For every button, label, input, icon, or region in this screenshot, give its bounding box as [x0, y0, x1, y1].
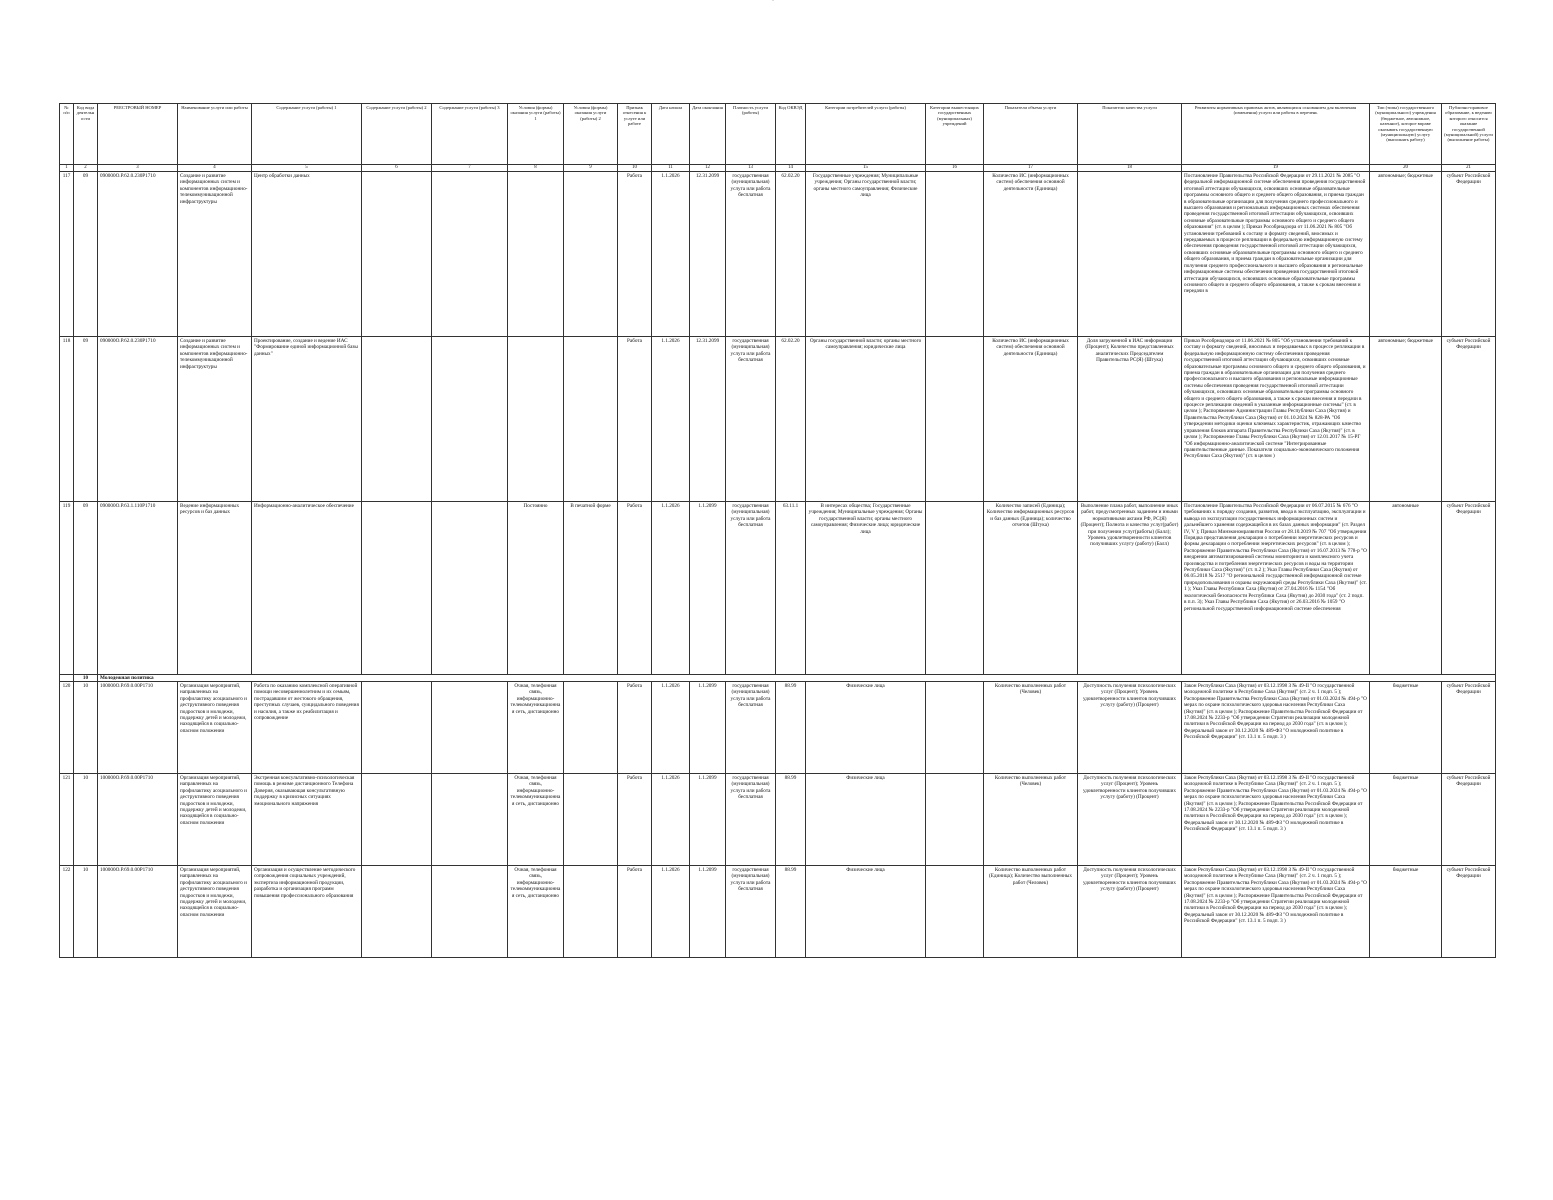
superior-categories: [926, 172, 984, 337]
service-form-2: [564, 866, 618, 958]
okved-code: 88.99: [776, 774, 806, 866]
service-name: Организация мероприятий, направленных на профилактику асоциального и деструктивного поведения подростков и молодежи, поддержку детей и молодежи, находящейся в социально-опасном положении: [178, 866, 252, 958]
start-date: 1.1.2026: [652, 172, 690, 337]
institution-type: бюджетные: [1370, 866, 1442, 958]
legal-acts: Закон Республики Саха (Якутия) от 03.12.1998 З № 49-II "О государственной молодежной политике в Республике Саха (Якутия)" (ст. 2 ч. 1 подп. 5 ); Распоряжение Правительства Республики Саха (Якутия) от 01.03.2024 № 494-р "О мерах по охране психологического здоровья населения Республики Саха (Якутия)" (ст. в целом ); Распоряжение Правительства Российской Федерации от 17.08.2024 № 2233-р "Об утверждении Стратегии реализации молодежной политики в Российской Федерации на период до 2030 года" (ст. в целом ); Федеральный закон от 30.12.2020 № 489-ФЗ "О молодежной политике в Российской Федерации" (ст. 13.1 п. 5 подп. 3 ): [1182, 866, 1370, 958]
service-content-3: [432, 774, 508, 866]
superior-categories: [926, 502, 984, 675]
column-number: 17: [984, 165, 1078, 172]
header-cell: Реквизиты нормативных правовых актов, являющихся основанием для включения (изменения) услуги или работы в перечень: [1182, 104, 1370, 165]
table-body-information: [60, 172, 1496, 675]
service-content-3: [432, 337, 508, 502]
header-row: [60, 104, 1496, 165]
service-form-1: Очная, телефонная связь, информационно-телекоммуникационная сеть, дистанционно: [508, 774, 564, 866]
service-form-1: [508, 172, 564, 337]
header-cell: Содержание услуги (работы) 3: [432, 104, 508, 165]
service-content-1: Экстренная консультативно-психологическая помощь в режиме дистанционного Телефона Доверия, оказывающая консультативную поддержку в кризисных ситуациях эмоционального напряжения: [252, 774, 362, 866]
service-content-2: [362, 337, 432, 502]
section-title: Молодежная политика: [98, 675, 1496, 682]
service-name: Организация мероприятий, направленных на профилактику асоциального и деструктивного поведения подростков и молодежи, поддержку детей и молодежи, находящейся в социально-опасном положении: [178, 774, 252, 866]
header-cell: Содержание услуги (работы) 1: [252, 104, 362, 165]
service-form-1: Постоянно: [508, 502, 564, 675]
service-form-2: [564, 172, 618, 337]
registry-number: 100000О.Р.69.0.00Р1710: [98, 866, 178, 958]
header-cell: № п/п: [60, 104, 74, 165]
column-number-row: [60, 165, 1496, 172]
column-number: 10: [618, 165, 652, 172]
legal-acts: Постановление Правительства Российской Федерации от 06.07.2015 № 676 "О требованиях к порядку создания, развития, ввода в эксплуатацию, эксплуатации и вывода из эксплуатации государственных информационных систем и дальнейшего хранения содержащейся в их базах данных информации" (ст. Раздел IV, V ); Приказ Минэкономразвития России от 28.10.2019 № 707 "Об утверждении Порядка представления декларации о потреблении энергетических ресурсов и формы декларации о потреблении энергетических ресурсов" (ст. в целом ); Распоряжение Правительства Республики Саха (Якутия) от 16.07.2013 № 778-р "О внедрении автоматизированной системы мониторинга и комплексного учета производства и потребления энергетических ресурсов и воды на территории Республики Саха (Якутия)" (ст. п.2 ); Указ Главы Республики Саха (Якутия) от 06.05.2018 № 2517 "О региональной государственной информационной системе природопользования и охраны окружающей среды Республики Саха (Якутия)" (ст. 1 ); Указ Главы Республики Саха (Якутия) от 27.04.2016 № 1154 "Об экологической безопасности Республики Саха (Якутия) до 2030 года" (ст. 2 подп. в п.п. 3); Указ Главы Республики Саха (Якутия) от 26.03.2016 № 1059 "О региональной государственной информационной системе обеспечения: [1182, 502, 1370, 675]
column-number: 4: [178, 165, 252, 172]
table-row: [60, 337, 1496, 502]
service-name: Создание и развитие информационных систем и компонентов информационно-телекоммуникационной инфраструктуры: [178, 172, 252, 337]
legal-acts: Закон Республики Саха (Якутия) от 03.12.1998 З № 49-II "О государственной молодежной политике в Республике Саха (Якутия)" (ст. 2 ч. 1 подп. 5 ); Распоряжение Правительства Республики Саха (Якутия) от 01.03.2024 № 494-р "О мерах по охране психологического здоровья населения Республики Саха (Якутия)" (ст. в целом ); Распоряжение Правительства Российской Федерации от 17.08.2024 № 2233-р "Об утверждении Стратегии реализации молодежной политики в Российской Федерации на период до 2030 года" (ст. в целом ); Федеральный закон от 30.12.2020 № 489-ФЗ "О молодежной политике в Российской Федерации" (ст. 13.1 п. 5 подп. 3 ): [1182, 682, 1370, 774]
activity-code: 09: [74, 337, 98, 502]
service-content-2: [362, 502, 432, 675]
header-cell: Показатели объема услуги: [984, 104, 1078, 165]
payment-type: государственная (муниципальная) услуга или работа бесплатная: [726, 502, 776, 675]
payment-type: государственная (муниципальная) услуга или работа бесплатная: [726, 774, 776, 866]
service-kind: Работа: [618, 337, 652, 502]
volume-indicators: Количество ИС (информационных систем) обеспечения основной деятельности (Единица): [984, 172, 1078, 337]
table-row: [60, 866, 1496, 958]
header-cell: Дата окончания: [690, 104, 726, 165]
service-kind: Работа: [618, 172, 652, 337]
quality-indicators: Доступность получения психологических услуг (Процент); Уровень удовлетворенности клиентов получивших услугу (работу) (Процент): [1078, 682, 1182, 774]
superior-categories: [926, 774, 984, 866]
section-code: 10: [74, 675, 98, 682]
table-row: [60, 172, 1496, 337]
service-content-2: [362, 774, 432, 866]
header-cell: Код вида деятельности: [74, 104, 98, 165]
quality-indicators: Доля загруженной в ИАС информации (Процент); Количество представленных аналитических Председателем Правительства РС(Я) (Штука): [1078, 337, 1182, 502]
superior-categories: [926, 337, 984, 502]
column-number: 16: [926, 165, 984, 172]
volume-indicators: Количество ИС (информационных систем) обеспечения основной деятельности (Единица): [984, 337, 1078, 502]
quality-indicators: Доступность получения психологических услуг (Процент); Уровень удовлетворенности клиентов получивших услугу (работу) (Процент): [1078, 774, 1182, 866]
column-number: 7: [432, 165, 508, 172]
public-legal-entity: субъект Российской Федерации: [1442, 502, 1496, 675]
service-content-3: [432, 866, 508, 958]
column-number: 15: [806, 165, 926, 172]
volume-indicators: Количество выполненных работ (Единица); Количество выполненных работ (Человек): [984, 866, 1078, 958]
row-number: 119: [60, 502, 74, 675]
okved-code: 88.99: [776, 866, 806, 958]
services-register-table: [59, 103, 1496, 958]
service-form-1: Очная, телефонная связь, информационно-телекоммуникационная сеть, дистанционно: [508, 682, 564, 774]
consumer-categories: Органы государственной власти; органы местного самоуправления; юридические лица: [806, 337, 926, 502]
column-number: 14: [776, 165, 806, 172]
header-cell: Признак отнесения к услуге или работе: [618, 104, 652, 165]
end-date: 1.1.2099: [690, 774, 726, 866]
consumer-categories: Государственные учреждения; Муниципальные учреждения; Органы государственной власти; органы местного самоуправления; Физические лица: [806, 172, 926, 337]
superior-categories: [926, 866, 984, 958]
service-kind: Работа: [618, 682, 652, 774]
column-number: 8: [508, 165, 564, 172]
registry-number: 090000О.Р.62.0.230Р1710: [98, 172, 178, 337]
service-content-1: Информационно-аналитическое обеспечение: [252, 502, 362, 675]
page-mark: ": [772, 0, 775, 5]
consumer-categories: Физические лица: [806, 682, 926, 774]
institution-type: автономные; бюджетные: [1370, 337, 1442, 502]
header-cell: Содержание услуги (работы) 2: [362, 104, 432, 165]
registry-number: 100000О.Р.69.0.00Р1710: [98, 682, 178, 774]
column-number: 18: [1078, 165, 1182, 172]
row-number: 118: [60, 337, 74, 502]
activity-code: 09: [74, 502, 98, 675]
public-legal-entity: субъект Российской Федерации: [1442, 682, 1496, 774]
column-number: 12: [690, 165, 726, 172]
service-content-3: [432, 502, 508, 675]
okved-code: 88.99: [776, 682, 806, 774]
start-date: 1.1.2026: [652, 682, 690, 774]
service-form-2: [564, 774, 618, 866]
service-kind: Работа: [618, 502, 652, 675]
header-cell: Платность услуги (работы): [726, 104, 776, 165]
service-form-1: Очная, телефонная связь, информационно-телекоммуникационная сеть, дистанционно: [508, 866, 564, 958]
column-number: 21: [1442, 165, 1496, 172]
column-number: 6: [362, 165, 432, 172]
service-content-2: [362, 682, 432, 774]
header-cell: Показатели качества услуги: [1078, 104, 1182, 165]
volume-indicators: Количество выполненных работ (Человек): [984, 682, 1078, 774]
consumer-categories: Физические лица: [806, 866, 926, 958]
public-legal-entity: субъект Российской Федерации: [1442, 774, 1496, 866]
start-date: 1.1.2026: [652, 337, 690, 502]
end-date: 1.1.2099: [690, 682, 726, 774]
end-date: 12.31.2099: [690, 172, 726, 337]
legal-acts: Закон Республики Саха (Якутия) от 03.12.1998 З № 49-II "О государственной молодежной политике в Республике Саха (Якутия)" (ст. 2 ч. 1 подп. 5 ); Распоряжение Правительства Республики Саха (Якутия) от 01.03.2024 № 494-р "О мерах по охране психологического здоровья населения Республики Саха (Якутия)" (ст. в целом ); Распоряжение Правительства Российской Федерации от 17.08.2024 № 2233-р "Об утверждении Стратегии реализации молодежной политики в Российской Федерации на период до 2030 года" (ст. в целом ); Федеральный закон от 30.12.2020 № 489-ФЗ "О молодежной политике в Российской Федерации" (ст. 13.1 п. 5 подп. 3 ): [1182, 774, 1370, 866]
service-name: Организация мероприятий, направленных на профилактику асоциального и деструктивного поведения подростков и молодежи, поддержку детей и молодежи, находящейся в социально-опасном положении: [178, 682, 252, 774]
payment-type: государственная (муниципальная) услуга или работа бесплатная: [726, 337, 776, 502]
service-name: Ведение информационных ресурсов и баз данных: [178, 502, 252, 675]
end-date: 1.1.2099: [690, 866, 726, 958]
public-legal-entity: субъект Российской Федерации: [1442, 172, 1496, 337]
public-legal-entity: субъект Российской Федерации: [1442, 337, 1496, 502]
column-number: 5: [252, 165, 362, 172]
quality-indicators: Выполнение плана работ, выполнение иных работ, предусмотренных заданием и иными нормативными актами РФ, РС(Я) (Процент); Полнота и качество услуг(работ) при получении услуг(работы) (Балл); Уровень удовлетворенности клиентов получивших услугу (работу) (Балл): [1078, 502, 1182, 675]
service-name: Создание и развитие информационных систем и компонентов информационно-телекоммуникационной инфраструктуры: [178, 337, 252, 502]
service-form-1: [508, 337, 564, 502]
header-cell: Категории вышестоящих государственных (муниципальных) учреждений: [926, 104, 984, 165]
column-number: 11: [652, 165, 690, 172]
okved-code: 63.11.1: [776, 502, 806, 675]
service-content-1: Проектирование, создание и ведение ИАС "Формирование единой информационной базы данных": [252, 337, 362, 502]
row-number: 121: [60, 774, 74, 866]
section-row-group: [60, 675, 1496, 682]
end-date: 12.31.2099: [690, 337, 726, 502]
service-kind: Работа: [618, 774, 652, 866]
activity-code: 10: [74, 866, 98, 958]
okved-code: 62.02.20: [776, 337, 806, 502]
legal-acts: Постановление Правительства Российской Федерации от 29.11.2021 № 2085 "О федеральной информационной системе обеспечения проведения государственной итоговой аттестации обучающихся, освоивших основные образовательные программы основного общего и среднего общего образования, и приема граждан в образовательные организации для получения среднего профессионального и высшего образования и региональных информационных системах обеспечения проведения государственной итоговой аттестации обучающихся, освоивших основные образовательные программы основного общего и среднего общего образования" (ст. в целом ); Приказ Рособрнадзора от 11.06.2021 № 805 "Об установлении требований к составу и формату сведений, вносимых и передаваемых в процессе репликации в федеральную информационную систему обеспечения проведения государственной итоговой аттестации обучающихся, освоивших основные образовательные программы основного общего и среднего общего образования, и приема граждан в образовательные организации для получения среднего профессионального и высшего образования и региональные информационные системы обеспечения проведения государственной итоговой аттестации обучающихся, освоивших основные образовательные программы основного общего и среднего общего образования, а также к срокам внесения и передачи в: [1182, 172, 1370, 337]
service-content-3: [432, 682, 508, 774]
service-kind: Работа: [618, 866, 652, 958]
consumer-categories: В интересах общества; Государственные учреждения; Муниципальные учреждения; Органы государственной власти; органы местного самоуправления; Физические лица; юридические лица: [806, 502, 926, 675]
header-cell: Дата начала: [652, 104, 690, 165]
column-number: 1: [60, 165, 74, 172]
header-cell: Категории потребителей услуги (работы): [806, 104, 926, 165]
service-content-1: Организация и осуществление методического сопровождения социальных учреждений, экспертиза информационной продукции, разработка и организация программ повышения профессионального образования: [252, 866, 362, 958]
public-legal-entity: субъект Российской Федерации: [1442, 866, 1496, 958]
registry-number: 100000О.Р.69.0.00Р1710: [98, 774, 178, 866]
start-date: 1.1.2026: [652, 866, 690, 958]
quality-indicators: [1078, 172, 1182, 337]
header-cell: Тип (типы) государственного (муниципального) учреждения (бюджетное, автономное, казенное), которое вправе оказывать государственную (муниципальную) услугу (выполнять работу): [1370, 104, 1442, 165]
activity-code: 10: [74, 682, 98, 774]
end-date: 1.1.2099: [690, 502, 726, 675]
row-number: 120: [60, 682, 74, 774]
header-cell: Код ОКВЭД: [776, 104, 806, 165]
table-row: [60, 502, 1496, 675]
header-cell: Условия (формы) оказания услуги (работы) 1: [508, 104, 564, 165]
table-body-youth-policy: [60, 682, 1496, 958]
service-content-1: Центр обработки данных: [252, 172, 362, 337]
consumer-categories: Физические лица: [806, 774, 926, 866]
legal-acts: Приказ Рособрнадзора от 11.06.2021 № 805 "Об установлении требований к составу и формату сведений, вносимых и передаваемых в процессе репликации в федеральную информационную систему обеспечения проведения государственной итоговой аттестации обучающихся, освоивших основные образовательные программы основного общего и среднего общего образования, и приема граждан в образовательные организации для получения среднего профессионального и высшего образования и региональные информационные системы обеспечения проведения государственной итоговой аттестации обучающихся, освоивших основные образовательные программы основного общего и среднего общего образования, а также к срокам внесения и передачи в процессе репликации сведений в указанные информационные системы" (ст. в целом ); Распоряжение Администрации Главы Республики Саха (Якутия) и Правительства Республики Саха (Якутия) от 01.10.2024 № 828-РА "Об утверждении методики оценки ключевых характеристик, отражающих качество управления блоков аппарата Правительства Республики Саха (Якутия)" (ст. в целом ); Распоряжение Главы Республики Саха (Якутия) от 12.01.2017 № 15-РГ "Об информационно-аналитической системе "Интегрированные правительственные данные. Показатели социально-экономического положения Республики Саха (Якутия)" (ст. в целом ): [1182, 337, 1370, 502]
column-number: 19: [1182, 165, 1370, 172]
superior-categories: [926, 682, 984, 774]
institution-type: автономные; бюджетные: [1370, 172, 1442, 337]
section-row: [60, 675, 1496, 682]
activity-code: 09: [74, 172, 98, 337]
row-number: 122: [60, 866, 74, 958]
quality-indicators: Доступность получения психологических услуг (Процент); Уровень удовлетворенности клиентов получивших услугу (работу) (Процент): [1078, 866, 1182, 958]
header-cell: РЕЕСТРОВЫЙ НОМЕР: [98, 104, 178, 165]
start-date: 1.1.2026: [652, 502, 690, 675]
service-content-1: Работа по оказанию комплексной оперативной помощи несовершеннолетним и их семьям, пострадавшим от жестокого обращения, преступных случаев, суицидального поведения и насилия, а также их реабилитация и сопровождение: [252, 682, 362, 774]
registry-number: 090000О.Р.62.0.230Р1710: [98, 337, 178, 502]
institution-type: бюджетные: [1370, 682, 1442, 774]
table-row: [60, 682, 1496, 774]
institution-type: бюджетные: [1370, 774, 1442, 866]
header-cell: Условия (формы) оказания услуги (работы) 2: [564, 104, 618, 165]
registry-number: 090000О.Р.63.1.110Р1710: [98, 502, 178, 675]
payment-type: государственная (муниципальная) услуга или работа бесплатная: [726, 172, 776, 337]
volume-indicators: Количество выполненных работ (Человек): [984, 774, 1078, 866]
column-number: 20: [1370, 165, 1442, 172]
column-number: 2: [74, 165, 98, 172]
service-form-2: [564, 337, 618, 502]
service-content-2: [362, 172, 432, 337]
volume-indicators: Количество записей (Единица); Количество информационных ресурсов и баз данных (Единица); количество отчетов (Штука): [984, 502, 1078, 675]
activity-code: 10: [74, 774, 98, 866]
institution-type: автономные: [1370, 502, 1442, 675]
header-cell: Публично-правовое образование, к ведению которого относится оказание государственной (муниципальной) услуги (выполнение работы): [1442, 104, 1496, 165]
service-content-2: [362, 866, 432, 958]
row-number: 117: [60, 172, 74, 337]
table-row: [60, 774, 1496, 866]
service-form-2: В печатной форме: [564, 502, 618, 675]
service-form-2: [564, 682, 618, 774]
column-number: 3: [98, 165, 178, 172]
column-number: 9: [564, 165, 618, 172]
header-cell: Наименование услуги или работы: [178, 104, 252, 165]
column-number: 13: [726, 165, 776, 172]
okved-code: 62.02.20: [776, 172, 806, 337]
payment-type: государственная (муниципальная) услуга или работа бесплатная: [726, 682, 776, 774]
payment-type: государственная (муниципальная) услуга или работа бесплатная: [726, 866, 776, 958]
service-content-3: [432, 172, 508, 337]
start-date: 1.1.2026: [652, 774, 690, 866]
